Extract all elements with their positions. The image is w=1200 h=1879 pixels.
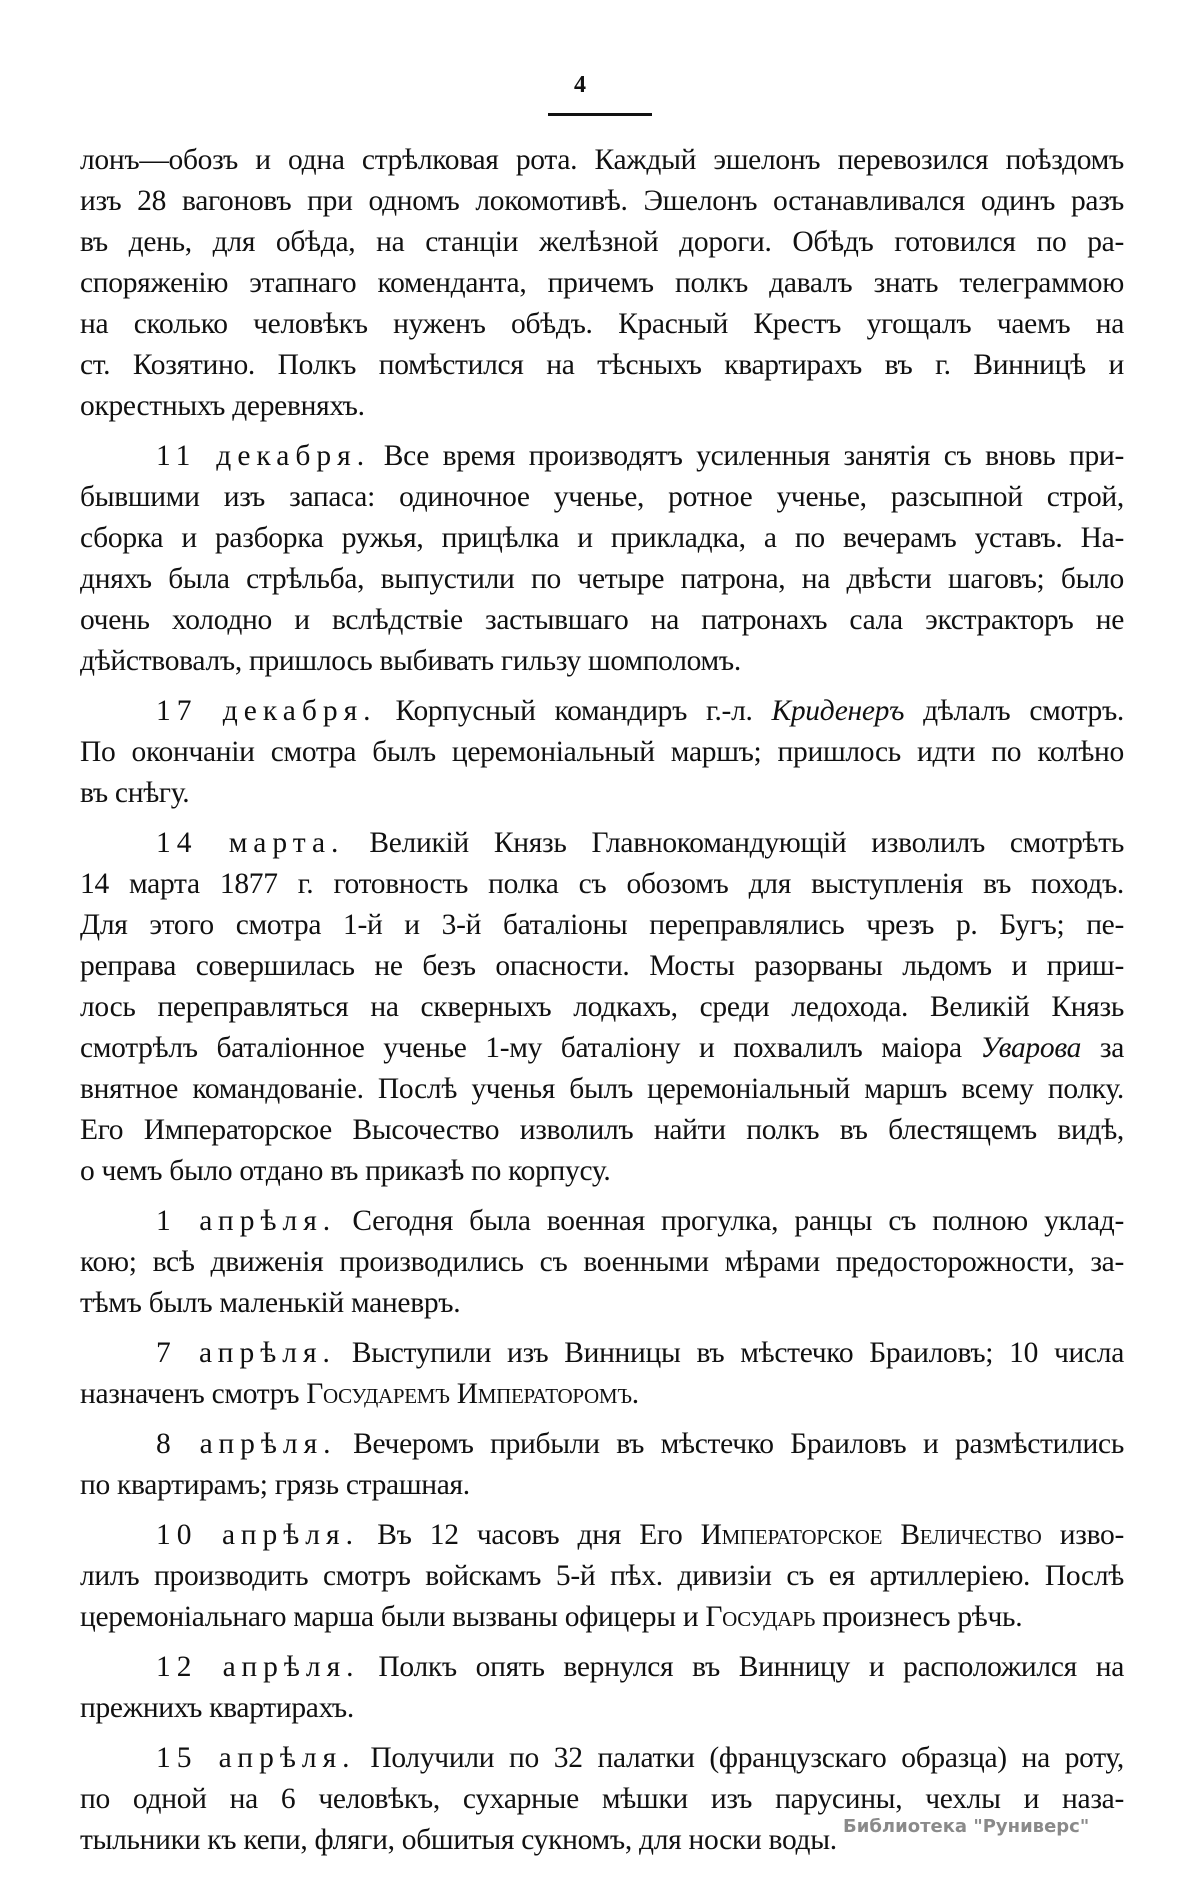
entry-date: 1 апрѣля. xyxy=(156,1205,337,1237)
text-line xyxy=(80,1738,1124,1779)
text-line: лонъ—обозъ и одна стрѣлковая рота. Каждый эшелонъ перевозился поѣздомъ xyxy=(80,144,1124,176)
text-line: лилъ производить смотръ войскамъ 5-й пѣх. дивизіи съ ея артиллеріею. Послѣ xyxy=(80,1560,1124,1592)
entry-text: Полкъ опять вернулся въ Винницу и расположился на xyxy=(378,1651,1124,1683)
text-line xyxy=(80,1597,1124,1638)
entry-text: Сегодня была военная прогулка, ранцы съ полною уклад- xyxy=(352,1205,1124,1237)
entry-date: 17 декабря. xyxy=(156,695,377,727)
person-name: Криденеръ xyxy=(771,695,905,727)
entry-text: Все время производятъ усиленныя занятія съ вновь при- xyxy=(383,440,1124,472)
entry-text: церемоніальнаго марша были вызваны офицеры и xyxy=(80,1601,699,1633)
text-line: тѣмъ былъ маленькій маневръ. xyxy=(80,1287,461,1319)
text-line: бывшими изъ запаса: одиночное ученье, ротное ученье, разсыпной строй, xyxy=(80,481,1124,513)
entry-date: 10 апрѣля. xyxy=(156,1519,359,1551)
text-line: споряженію этапнаго коменданта, причемъ полкъ давалъ знать телеграммою xyxy=(80,267,1124,299)
entry-apr-7 xyxy=(80,1333,1124,1415)
entry-text: за xyxy=(1099,1032,1124,1064)
text-line: изъ 28 вагоновъ при одномъ локомотивѣ. Эшелонъ останавливался одинъ разъ xyxy=(80,185,1124,217)
text-line: по квартирамъ; грязь страшная. xyxy=(80,1469,470,1501)
text-line: ст. Козятино. Полкъ помѣстился на тѣсныхъ квартирахъ въ г. Винницѣ и xyxy=(80,349,1124,381)
entry-date: 11 декабря. xyxy=(156,440,371,472)
text-line xyxy=(80,691,1124,732)
entry-text: произнесъ рѣчь. xyxy=(822,1601,1023,1633)
entry-date: 12 апрѣля. xyxy=(156,1651,360,1683)
text-line: 14 марта 1877 г. готовность полка съ обозомъ для выступленія въ походъ. xyxy=(80,868,1124,900)
paragraph-continuation xyxy=(80,140,1124,427)
text-line: дѣйствовалъ, пришлось выбивать гильзу шомполомъ. xyxy=(80,645,741,677)
entry-apr-12 xyxy=(80,1647,1124,1729)
text-line: кою; всѣ движенія производились съ военными мѣрами предосторожности, за- xyxy=(80,1246,1124,1278)
text-line: на сколько человѣкъ нуженъ обѣдъ. Красный Крестъ угощалъ чаемъ на xyxy=(80,308,1124,340)
text-line: прежнихъ квартирахъ. xyxy=(80,1692,354,1724)
text-line xyxy=(80,1028,1124,1069)
entry-date: 7 апрѣля. xyxy=(156,1337,336,1369)
entry-text: Великій Князь Главнокомандующій изволилъ смотрѣть xyxy=(369,827,1124,859)
text-line xyxy=(80,1424,1124,1465)
entry-mar-14 xyxy=(80,823,1124,1192)
page-number-rule xyxy=(548,113,652,116)
text-line: очень холодно и вслѣдствіе застывшаго на патронахъ сала экстракторъ не xyxy=(80,604,1124,636)
entry-text-smallcaps: Государь xyxy=(705,1601,816,1633)
text-line: дняхъ была стрѣльба, выпустили по четыре патрона, на двѣсти шаговъ; было xyxy=(80,563,1124,595)
text-line: въ снѣгу. xyxy=(80,777,190,809)
entry-date: 8 апрѣля. xyxy=(156,1428,337,1460)
entry-apr-15 xyxy=(80,1738,1124,1861)
entry-apr-10 xyxy=(80,1515,1124,1638)
text-line xyxy=(80,1647,1124,1688)
text-line: сборка и разборка ружья, прицѣлка и прикладка, а по вечерамъ уставъ. На- xyxy=(80,522,1124,554)
entry-text: смотрѣлъ баталіонное ученье 1-му баталіону и похвалилъ маіора xyxy=(80,1032,962,1064)
body-text xyxy=(80,140,1124,1870)
text-line: Его Императорское Высочество изволилъ найти полкъ въ блестящемъ видѣ, xyxy=(80,1114,1124,1146)
library-watermark: Библиотека "Руниверс" xyxy=(843,1816,1090,1837)
entry-text: назначенъ смотръ xyxy=(80,1378,300,1410)
entry-dec-11 xyxy=(80,436,1124,682)
text-line xyxy=(80,1374,1124,1415)
text-line: въ день, для обѣда, на станціи желѣзной дороги. Обѣдъ готовился по ра- xyxy=(80,226,1124,258)
entry-text: Корпусный командиръ г.-л. xyxy=(395,695,753,727)
text-line xyxy=(80,823,1124,864)
text-line: внятное командованіе. Послѣ ученья былъ церемоніальный маршъ всему полку. xyxy=(80,1073,1124,1105)
entry-text: Выступили изъ Винницы въ мѣстечко Браиловъ; 10 числа xyxy=(351,1337,1124,1369)
text-line xyxy=(80,1515,1124,1556)
entry-text: Въ 12 часовъ дня Его xyxy=(377,1519,683,1551)
text-line: Для этого смотра 1-й и 3-й баталіоны переправлялись чрезъ р. Бугъ; пе- xyxy=(80,909,1124,941)
page-number: 4 xyxy=(574,72,586,98)
text-line xyxy=(80,1201,1124,1242)
text-line: реправа совершилась не безъ опасности. Мосты разорваны льдомъ и приш- xyxy=(80,950,1124,982)
entry-text: Вечеромъ прибыли въ мѣстечко Браиловъ и размѣстились xyxy=(353,1428,1124,1460)
entry-text-smallcaps: Императорское Величество xyxy=(700,1519,1042,1551)
text-line: окрестныхъ деревняхъ. xyxy=(80,390,365,422)
entry-text: дѣлалъ смотръ. xyxy=(923,695,1124,727)
entry-dec-17 xyxy=(80,691,1124,814)
text-line: По окончаніи смотра былъ церемоніальный маршъ; пришлось идти по колѣно xyxy=(80,736,1124,768)
text-line xyxy=(80,1333,1124,1374)
entry-text: Получили по 32 палатки (французскаго образца) на роту, xyxy=(370,1742,1124,1774)
text-line: тыльники къ кепи, фляги, обшитыя сукномъ, для носки воды. xyxy=(80,1824,837,1856)
text-line: по одной на 6 человѣкъ, сухарные мѣшки изъ парусины, чехлы и наза- xyxy=(80,1783,1124,1815)
entry-apr-8 xyxy=(80,1424,1124,1506)
text-line: о чемъ было отдано въ приказѣ по корпусу. xyxy=(80,1155,611,1187)
entry-date: 14 марта. xyxy=(156,827,345,859)
entry-date: 15 апрѣля. xyxy=(156,1742,356,1774)
entry-apr-1 xyxy=(80,1201,1124,1324)
text-line: лось переправляться на скверныхъ лодкахъ, среди ледохода. Великій Князь xyxy=(80,991,1124,1023)
text-line xyxy=(80,436,1124,477)
entry-text-smallcaps: Государемъ Императоромъ. xyxy=(306,1378,639,1410)
entry-text: изво- xyxy=(1059,1519,1125,1551)
person-name: Уварова xyxy=(980,1032,1082,1064)
